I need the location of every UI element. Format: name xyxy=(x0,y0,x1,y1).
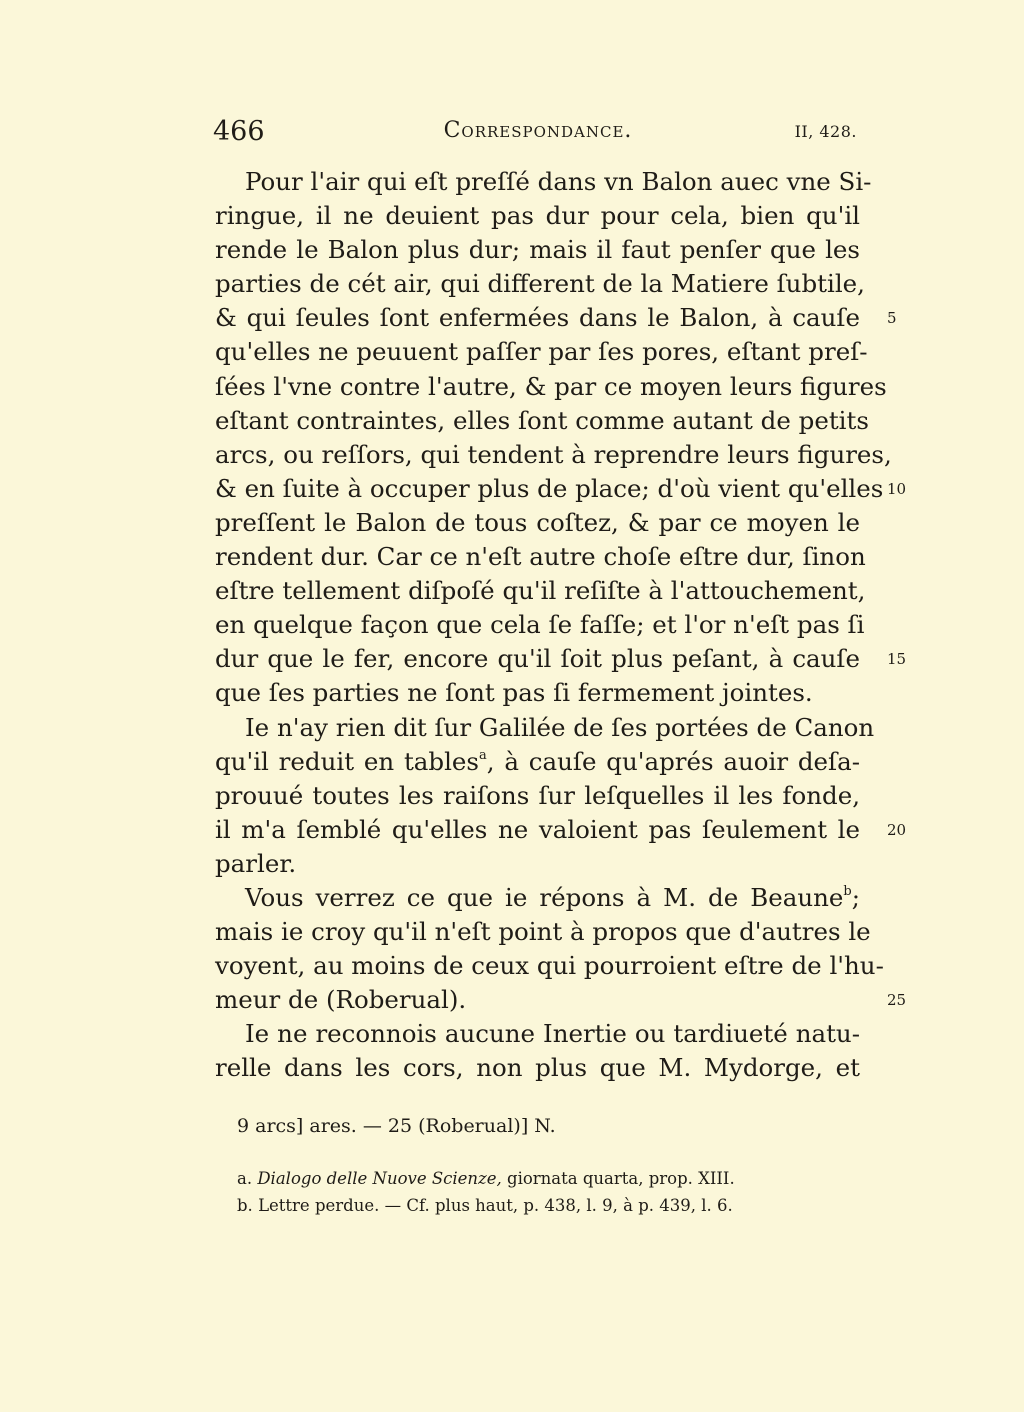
line-text: qu'elles ne peuuent paſſer par ſes pores, eſtant preſ- xyxy=(215,337,868,367)
text-line xyxy=(215,608,865,642)
line-text: parler. xyxy=(215,848,297,878)
line-text: parties de cét air, qui different de la Matiere ſubtile, xyxy=(215,269,865,299)
footnote-marker: a xyxy=(478,747,487,763)
footnote-marker: b xyxy=(843,883,852,899)
line-text-continued: ; xyxy=(851,882,860,912)
line-text: ſées l'vne contre l'autre, & par ce moyen leurs figures xyxy=(215,371,887,401)
footnote xyxy=(237,1165,735,1192)
text-line xyxy=(215,813,907,847)
line-text: & en ſuite à occuper plus de place; d'où vient qu'elles xyxy=(215,473,884,503)
body-text xyxy=(215,165,907,1086)
line-text: en quelque façon que cela ſe faſſe; et l'or n'eſt pas ſi xyxy=(215,610,865,640)
footnote-label: a. xyxy=(237,1169,258,1188)
text-line xyxy=(215,472,907,506)
text-line xyxy=(215,779,860,813)
text-line xyxy=(215,301,897,335)
line-text: relle dans les cors, non plus que M. Mydorge, et xyxy=(215,1053,860,1083)
line-text: eſtant contraintes, elles ſont comme autant de petits xyxy=(215,405,869,435)
text-line xyxy=(215,199,860,233)
text-line xyxy=(215,540,866,574)
line-text: Ie n'ay rien dit ſur Galilée de ſes portées de Canon xyxy=(245,712,875,742)
text-line xyxy=(215,335,868,369)
volume-reference: II, 428. xyxy=(794,122,857,141)
text-line xyxy=(215,915,871,949)
line-text: il m'a ſemblé qu'elles ne valoient pas ſeulement le xyxy=(215,814,860,844)
text-line xyxy=(215,676,860,710)
text-line xyxy=(215,506,860,540)
line-number: 15 xyxy=(887,650,907,669)
line-text: mais ie croy qu'il n'eſt point à propos que d'autres le xyxy=(215,917,871,947)
text-line xyxy=(215,438,892,472)
line-text: que ſes parties ne ſont pas ſi fermement jointes. xyxy=(215,678,813,708)
line-text: meur de (Roberual). xyxy=(215,985,467,1015)
running-title: Correspondance. xyxy=(443,118,633,143)
text-line xyxy=(215,165,872,199)
line-text: preſſent le Balon de tous coſtez, & par ce moyen le xyxy=(215,507,860,537)
text-line xyxy=(215,404,869,438)
footnote-label: b. xyxy=(237,1196,259,1215)
text-line xyxy=(215,881,860,915)
line-text-continued: , à cauſe qu'aprés auoir deſa- xyxy=(486,746,860,776)
text-line xyxy=(215,983,907,1017)
line-text: Ie ne reconnois aucune Inertie ou tardiueté natu- xyxy=(245,1019,860,1049)
text-line xyxy=(215,711,875,745)
line-text: rende le Balon plus dur; mais il faut penſer que les xyxy=(215,235,860,265)
line-text: Vous verrez ce que ie répons à M. de Beaune xyxy=(245,882,844,912)
text-line xyxy=(215,1051,860,1085)
text-line xyxy=(215,1017,860,1051)
line-text: dur que le fer, encore qu'il ſoit plus peſant, à cauſe xyxy=(215,644,860,674)
text-line xyxy=(215,949,884,983)
footnote-text: giornata quarta, prop. XIII. xyxy=(501,1169,735,1188)
text-line xyxy=(215,574,866,608)
line-text: rendent dur. Car ce n'eſt autre choſe eſtre dur, ſinon xyxy=(215,542,866,572)
text-line xyxy=(215,847,860,881)
line-text: ringue, il ne deuient pas dur pour cela, bien qu'il xyxy=(215,201,860,231)
text-line xyxy=(215,233,860,267)
line-number: 10 xyxy=(887,479,907,498)
text-line xyxy=(215,745,860,779)
line-text: arcs, ou reſſors, qui tendent à reprendre leurs figures, xyxy=(215,439,892,469)
line-text: eſtre tellement diſpoſé qu'il reſiſte à l'attouchement, xyxy=(215,576,866,606)
footnote-text: Lettre perdue. — Cf. plus haut, p. 438, l. 9, à p. 439, l. 6. xyxy=(258,1196,733,1215)
text-line xyxy=(215,370,887,404)
line-text: & qui ſeules ſont enfermées dans le Balon, à cauſe xyxy=(215,303,860,333)
line-text: qu'il reduit en tables xyxy=(215,746,479,776)
text-line xyxy=(215,267,865,301)
page-header xyxy=(213,116,863,156)
line-text: voyent, au moins de ceux qui pourroient eſtre de l'hu- xyxy=(215,951,884,981)
line-number: 25 xyxy=(887,991,907,1010)
page-number: 466 xyxy=(213,116,265,147)
line-number: 20 xyxy=(887,820,907,839)
line-number: 5 xyxy=(887,309,897,328)
footnote-title: Dialogo delle Nuove Scienze, xyxy=(257,1169,502,1188)
footnote xyxy=(237,1192,735,1219)
text-line xyxy=(215,642,907,676)
line-text: Pour l'air qui eſt preſſé dans vn Balon auec vne Si- xyxy=(245,167,872,196)
line-text: prouué toutes les raiſons ſur leſquelles il les fonde, xyxy=(215,780,860,810)
footnotes xyxy=(237,1165,735,1219)
textual-variants: 9 arcs] ares. — 25 (Roberual)] N. xyxy=(237,1115,556,1137)
